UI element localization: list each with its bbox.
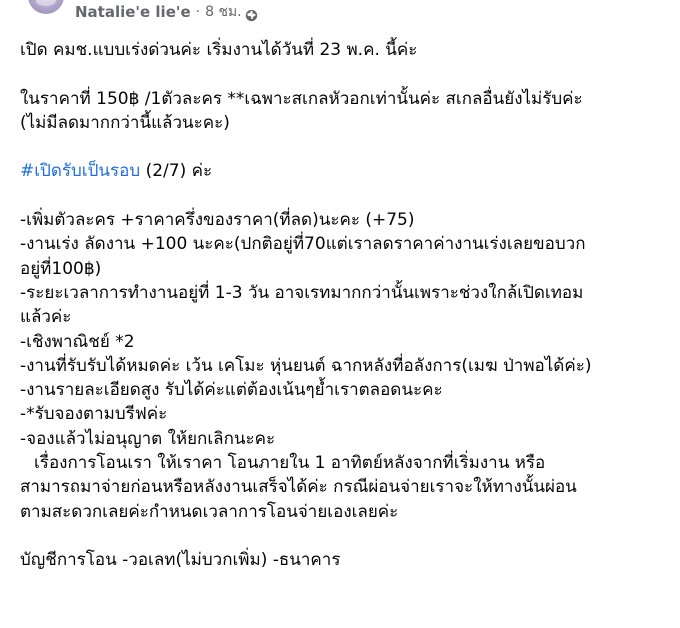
post-line-announcement: เปิด คมช.แบบเร่งด่วนค่ะ เริ่มงานได้วันที่ 23 พ.ค. นี้ค่ะ [20, 40, 418, 60]
paragraph-gap [20, 135, 670, 159]
meta-separator: · [195, 4, 201, 20]
post-text [20, 38, 670, 573]
post-line-extra-character: -เพิ่มตัวละคร +ราคาครึ่งของราคา(ที่ลด)นะคะ (+75) [20, 210, 415, 231]
post-meta [75, 2, 258, 22]
post-line-accounts: บัญชีการโอน -วอเลท(ไม่บวกเพิ่ม) -ธนาคาร [20, 550, 341, 571]
post-line-payment-cont-2: ตามสะดวกเลยค่ะกำหนดเวลาการโอนจ่ายเองเลยค่ะ [20, 501, 399, 522]
post-line-duration: -ระยะเวลาการทำงานอยู่ที่ 1-3 วัน อาจเรทมากกว่านั้นเพราะช่วงใกล้เปิดเทอม [20, 282, 584, 303]
author-name[interactable]: Natalie'e lie'e [75, 3, 191, 21]
post-line-rounds [20, 159, 670, 183]
post-line-no-cancel: -จองแล้วไม่อนุญาต ให้ยกเลิกนะคะ [20, 428, 276, 449]
post-line-price: ในราคาที่ 150฿ /1ตัวละคร **เฉพาะสเกลหัวอกเท่านั้นค่ะ สเกลอื่นยังไม่รับค่ะ [20, 88, 583, 109]
post-line-rush-fee: -งานเร่ง ลัดงาน +100 นะคะ(ปกติอยู่ที่70แต่เราลดราคาค่างานเร่งเลยขอบวก [20, 234, 586, 255]
post-line-booking: -*รับจองตามบรีฟค่ะ [20, 404, 168, 425]
post-line-price-note: (ไม่มีลดมากกว่านี้แล้วนะคะ) [20, 112, 230, 133]
post-line-rush-fee-cont: อยู่ที่100฿) [20, 258, 102, 279]
post-line-payment-cont: สามารถมาจ่ายก่อนหรือหลังงานเสร็จได้ค่ะ กรณีผ่อนจ่ายเราจะให้ทางนั้นผ่อน [20, 477, 577, 498]
paragraph-gap [20, 184, 670, 208]
round-count: (2/7) ค่ะ [145, 161, 213, 182]
paragraph-gap [20, 524, 670, 548]
post-line-duration-cont: แล้วค่ะ [20, 307, 72, 328]
avatar[interactable] [28, 0, 64, 14]
hashtag-link[interactable]: #เปิดรับเป็นรอบ [20, 161, 141, 182]
paragraph-gap [20, 62, 670, 86]
post-timestamp[interactable]: 8 ชม. [205, 4, 242, 20]
post-header [0, 0, 680, 28]
post-line-payment: เรื่องการโอนเรา ให้เราคา โอนภายใน 1 อาทิตย์หลังจากที่เริ่มงาน หรือ [34, 453, 546, 474]
globe-icon[interactable] [245, 7, 258, 20]
post-line-commercial: -เชิงพาณิชย์ *2 [20, 331, 135, 352]
post-line-detail: -งานรายละเอียดสูง รับได้ค่ะแต่ต้องเน้นๆย้ำเราตลอดนะคะ [20, 380, 443, 401]
post-line-accepted-work: -งานที่รับรับได้หมดค่ะ เว้น เคโมะ หุ่นยนต์ ฉากหลังที่อลังการ(เมฆ ป่าพอได้ค่ะ) [20, 355, 592, 376]
